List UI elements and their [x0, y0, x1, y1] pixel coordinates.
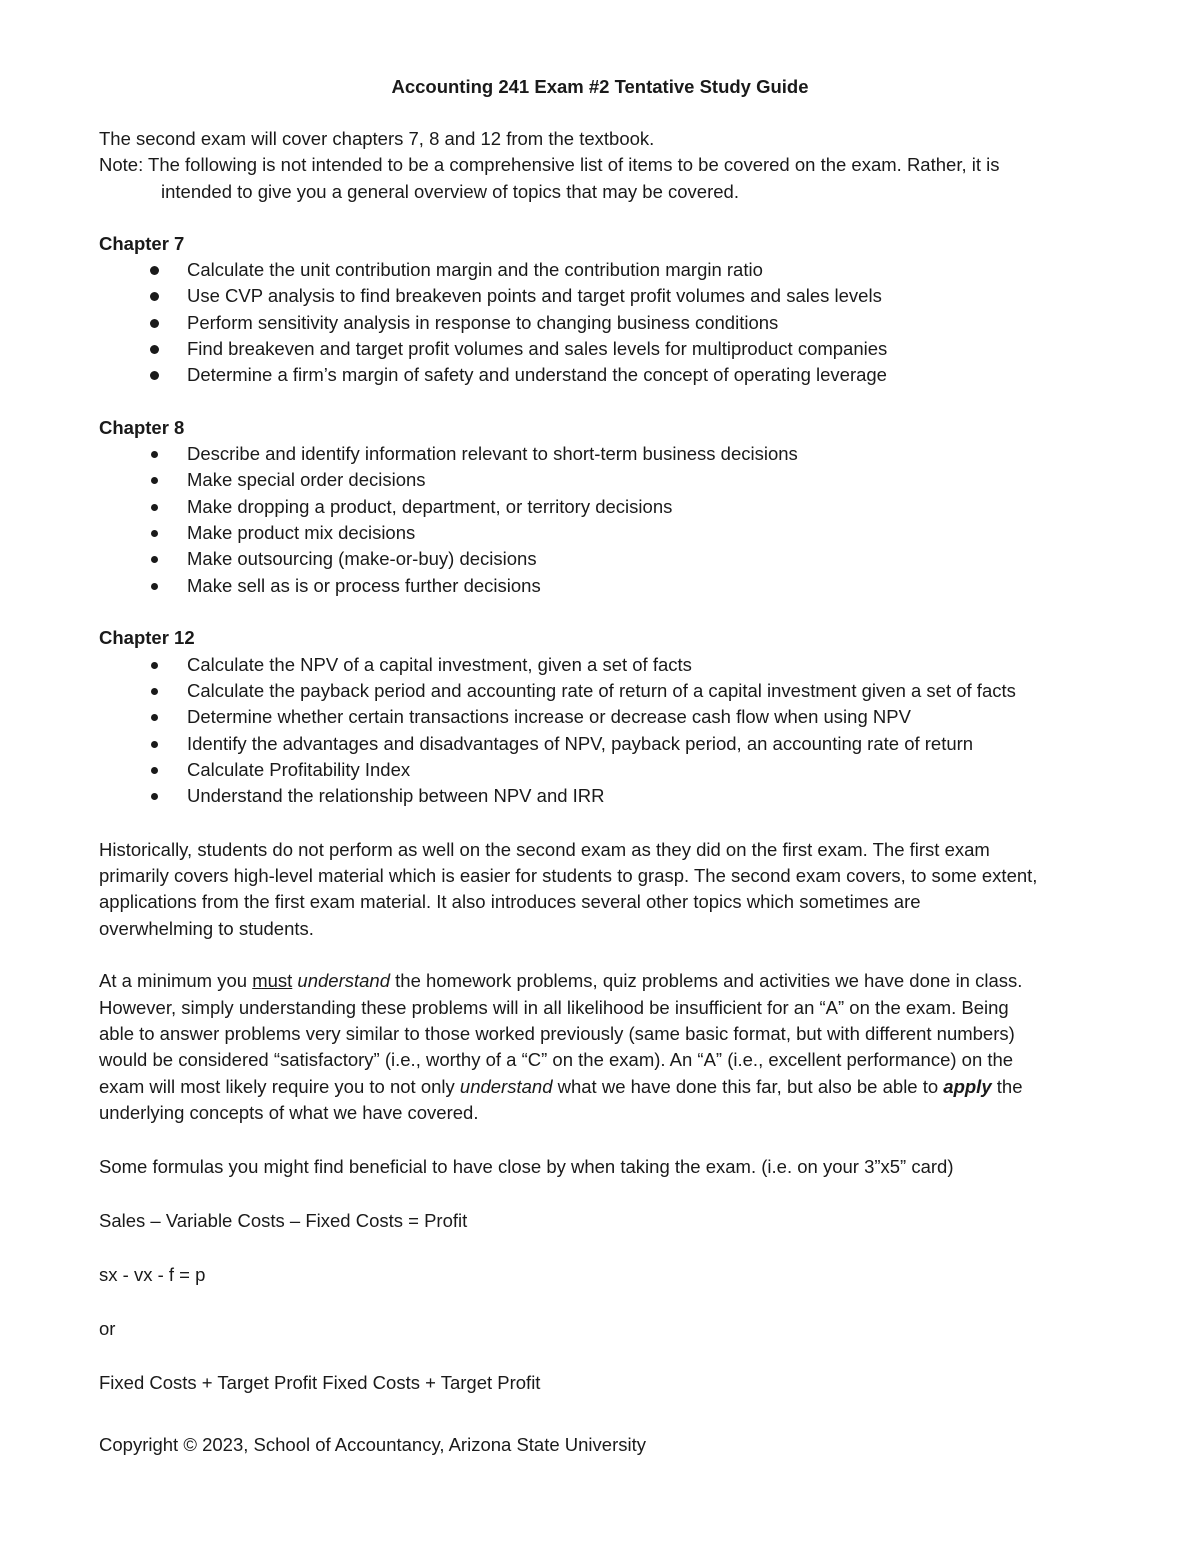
emphasis-understand: understand: [297, 970, 390, 991]
list-item: Determine a firm’s margin of safety and understand the concept of operating leverage: [150, 362, 887, 389]
list-item: Make special order decisions: [150, 467, 426, 494]
list-item: Make sell as is or process further decisions: [150, 573, 541, 600]
chapter-12-heading: Chapter 12: [99, 627, 195, 648]
bullet-icon: [151, 793, 158, 800]
note-line-1: Note: The following is not intended to be a comprehensive list of items to be covered on the exam. Rather, it is: [99, 154, 1000, 175]
emphasis-apply: apply: [943, 1076, 992, 1097]
paragraph-line: applications from the first exam material. It also introduces several other topics which sometimes are: [99, 891, 921, 912]
formula-target-profit: Fixed Costs + Target Profit Fixed Costs + Target Profit: [99, 1372, 541, 1393]
or-text: or: [99, 1318, 116, 1339]
formulas-intro: Some formulas you might find beneficial to have close by when taking the exam. (i.e. on your 3”x5” card): [99, 1156, 954, 1177]
formula-algebraic: sx - vx - f = p: [99, 1264, 206, 1285]
note-line-2: intended to give you a general overview of topics that may be covered.: [161, 181, 739, 202]
bullet-icon: [151, 556, 158, 563]
list-item: Use CVP analysis to find breakeven points and target profit volumes and sales levels: [150, 283, 882, 310]
paragraph-line: exam will most likely require you to not only understand what we have done this far, but also be able to apply the: [99, 1076, 1023, 1097]
list-item: Find breakeven and target profit volumes and sales levels for multiproduct companies: [150, 336, 887, 363]
formula-profit: Sales – Variable Costs – Fixed Costs = Profit: [99, 1210, 468, 1231]
emphasis-understand: understand: [459, 1076, 553, 1097]
list-item: Determine whether certain transactions increase or decrease cash flow when using NPV: [150, 704, 911, 731]
paragraph-line: At a minimum you must understand the homework problems, quiz problems and activities we have done in class.: [99, 970, 1023, 991]
bullet-icon: [151, 477, 158, 484]
list-item: Calculate Profitability Index: [150, 757, 410, 784]
paragraph-line: able to answer problems very similar to those worked previously (same basic format, but with different numbers): [99, 1023, 1015, 1044]
paragraph-line: underlying concepts of what we have covered.: [99, 1102, 479, 1123]
copyright-notice: Copyright © 2023, School of Accountancy, Arizona State University: [99, 1434, 646, 1455]
paragraph-line: However, simply understanding these problems will in all likelihood be insufficient for an “A” on the exam. Being: [99, 997, 1009, 1018]
bullet-icon: [150, 345, 159, 354]
bullet-icon: [151, 583, 158, 590]
list-item: Make dropping a product, department, or territory decisions: [150, 494, 672, 521]
bullet-icon: [150, 319, 159, 328]
list-item: Perform sensitivity analysis in response to changing business conditions: [150, 310, 778, 337]
emphasis-must: must: [252, 970, 293, 991]
list-item: Understand the relationship between NPV and IRR: [150, 783, 605, 810]
list-item: Identify the advantages and disadvantages of NPV, payback period, an accounting rate of return: [150, 731, 973, 758]
bullet-icon: [151, 662, 158, 669]
list-item: Describe and identify information relevant to short-term business decisions: [150, 441, 798, 468]
document-title: Accounting 241 Exam #2 Tentative Study Guide: [391, 76, 809, 97]
bullet-icon: [150, 371, 159, 380]
list-item: Calculate the NPV of a capital investment, given a set of facts: [150, 652, 692, 679]
list-item: Calculate the payback period and accounting rate of return of a capital investment given a set of facts: [150, 678, 1016, 705]
intro-line: The second exam will cover chapters 7, 8 and 12 from the textbook.: [99, 128, 655, 149]
paragraph-line: would be considered “satisfactory” (i.e., worthy of a “C” on the exam). An “A” (i.e., excellent performance) on the: [99, 1049, 1014, 1070]
list-item: Calculate the unit contribution margin and the contribution margin ratio: [150, 257, 763, 284]
bullet-icon: [150, 292, 159, 301]
paragraph-line: primarily covers high-level material which is easier for students to grasp. The second exam covers, to some extent,: [99, 865, 1038, 886]
bullet-icon: [151, 451, 158, 458]
paragraph-line: Historically, students do not perform as well on the second exam as they did on the first exam. The first exam: [99, 839, 990, 860]
bullet-icon: [151, 714, 158, 721]
list-item: Make product mix decisions: [150, 520, 415, 547]
bullet-icon: [151, 688, 158, 695]
bullet-icon: [150, 266, 159, 275]
bullet-icon: [151, 767, 158, 774]
bullet-icon: [151, 504, 158, 511]
bullet-icon: [151, 741, 158, 748]
paragraph-line: overwhelming to students.: [99, 918, 314, 939]
list-item: Make outsourcing (make-or-buy) decisions: [150, 546, 537, 573]
chapter-8-heading: Chapter 8: [99, 417, 185, 438]
bullet-icon: [151, 530, 158, 537]
chapter-7-heading: Chapter 7: [99, 233, 185, 254]
